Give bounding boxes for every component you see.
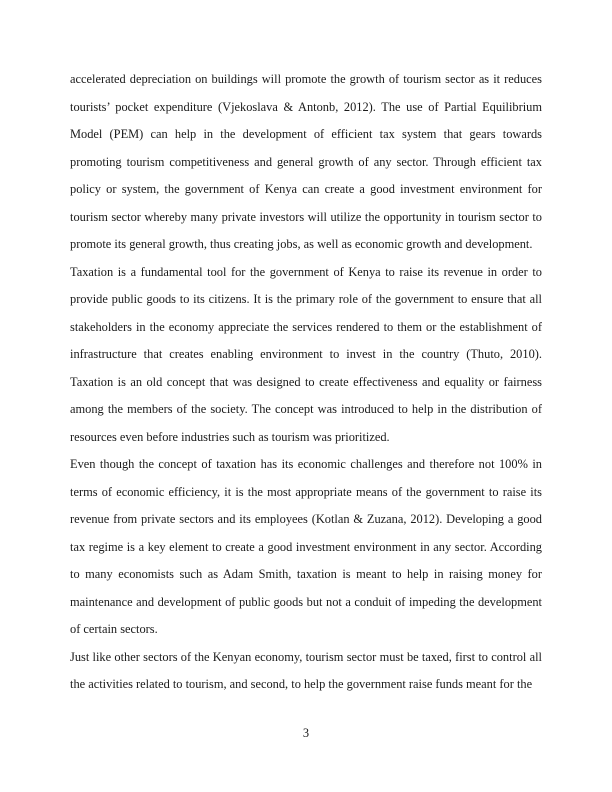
page-number: 3 <box>302 726 310 740</box>
body-paragraph: accelerated depreciation on buildings will promote the growth of tourism sector as it reduces tourists’ pocket expenditure (Vjekoslava & Antonb, 2012). The use of Partial Equilibrium Model (PEM) can help in the development of efficient tax system that gears towards promoting tourism competitiveness and general growth of any sector. Through efficient tax policy or system, the government of Kenya can create a good investment environment for tourism sector whereby many private investors will utilize the opportunity in tourism sector to promote its general growth, thus creating jobs, as well as economic growth and development. <box>70 72 542 251</box>
body-paragraph: Taxation is a fundamental tool for the government of Kenya to raise its revenue in order to provide public goods to its citizens. It is the primary role of the government to ensure that all stakeholders in the economy appreciate the services rendered to them or the establishment of infrastructure that creates enabling environment to invest in the country (Thuto, 2010). Taxation is an old concept that was designed to create effectiveness and equality or fairness among the members of the society. The concept was introduced to help in the distribution of resources even before industries such as tourism was prioritized. <box>70 264 542 444</box>
body-paragraph: Just like other sectors of the Kenyan economy, tourism sector must be taxed, first to control all the activities related to tourism, and second, to help the government raise funds meant for the <box>70 649 542 691</box>
body-paragraph: Even though the concept of taxation has its economic challenges and therefore not 100% in terms of economic efficiency, it is the most appropriate means of the government to raise its revenue from private sectors and its employees (Kotlan & Zuzana, 2012). Developing a good tax regime is a key element to create a good investment environment in any sector. According to many economists such as Adam Smith, taxation is meant to help in raising money for maintenance and development of public goods but not a conduit of impeding the development of certain sectors. <box>70 457 542 636</box>
page-body-text <box>70 66 542 699</box>
